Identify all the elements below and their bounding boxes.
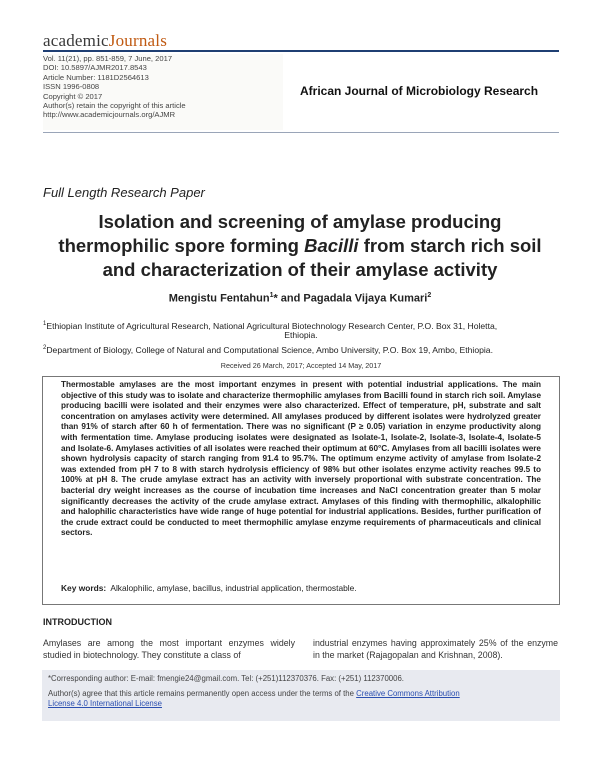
title-line-2-end: from starch rich soil: [358, 235, 542, 256]
footnote-box: [42, 670, 560, 721]
affiliation-1-num: 1: [43, 321, 47, 327]
meta-copyright: Copyright © 2017: [43, 91, 103, 101]
license-note-continued: [48, 699, 554, 709]
meta-article-number: Article Number: 1181D2564613: [43, 72, 149, 82]
affiliation-1-text: Ethiopian Institute of Agricultural Research, National Agricultural Biotechnology Research Center, P.O. Box 31, Holetta,: [46, 320, 498, 331]
section-heading-introduction: INTRODUCTION: [43, 617, 112, 627]
article-meta-block: [43, 54, 283, 130]
logo-text-academic: academic: [43, 31, 109, 50]
affiliation-2: [43, 343, 559, 356]
meta-issn: ISSN 1996-0808: [43, 82, 100, 92]
license-note: [48, 689, 554, 699]
author-separator: and: [277, 292, 304, 305]
author-1-mark: *: [273, 292, 278, 305]
title-line-3: and characterization of their amylase activity: [102, 259, 498, 280]
meta-url[interactable]: http://www.academicjournals.org/AJMR: [43, 110, 176, 120]
keywords: [61, 583, 357, 593]
meta-rights: Author(s) retain the copyright of this article: [43, 101, 186, 111]
license-text: Author(s) agree that this article remains permanently open access under the terms of the: [48, 689, 357, 698]
author-2: Pagadala Vijaya Kumari: [303, 292, 428, 305]
title-line-2: [40, 234, 560, 258]
publisher-logo: [43, 31, 167, 51]
header-divider: [43, 132, 559, 133]
header-rule: [43, 50, 559, 52]
meta-volume: Vol. 11(21), pp. 851-859, 7 June, 2017: [43, 54, 173, 63]
abstract-box: [42, 376, 560, 605]
author-list: [40, 292, 560, 305]
meta-doi: DOI: 10.5897/AJMR2017.8543: [43, 63, 147, 73]
logo-text-journals: Journals: [108, 31, 168, 50]
license-link[interactable]: Creative Commons Attribution: [356, 689, 460, 698]
abstract-text: Thermostable amylases are the most important enzymes in present with potential industrial applications. The main objective of this study was to isolate and characterize thermophilic amylases from Bacilli found in starch rich soil. Amylase producing bacilli were isolated and their enzymes were also characterized. Effect of temperature, pH, substrate and salt concentration on amylases activity were determined. All amylases produced by different isolates were hydrolyzed greater than 91% of starch after 60 h of fermentation. There was no significant (P ≥ 0.05) variation in enzyme productivity along with fermentation time. Amylase producing isolates were designated as Isolate-1, Isolate-2, Isolate-3, Isolate-4, Isolate-5 and Isolate-6. Amylases activities of all isolates were reached their optimum at 60°C. Amylases from all bacilli isolates were shown hydrolysis capacity of starch ranging from 91.4 to 95.7%. The optimum enzyme activity of amylase from Isolate-2 was extended from pH 7 to 8 with starch hydrolysis efficiency of 98% but other isolates enzyme activity reaches 99.5 to 100% at pH 8. The crude amylase extract has an activity with inversely proportional with substrate concentration. The bacterial dry weight increases as the course of incubation time increases and NaCl concentration greater than 5 molar significantly decreases the activity of the crude amylase extract. Amylases of this finding with thermophilic, alkalophilic and halophilic characteristics have wide range of huge potential for industrial applications. Besides, further purification of the crude extract could be conducted to meet thermophilic amylase enzyme requirements of pharmaceuticals and clinical sectors.: [61, 380, 541, 538]
intro-column-left: Amylases are among the most important enzymes widely studied in biotechnology. They constitute a class of: [43, 638, 295, 660]
title-line-2-start: thermophilic spore forming: [58, 235, 305, 256]
paper-type: Full Length Research Paper: [43, 185, 205, 200]
author-1: Mengistu Fentahun: [168, 292, 270, 305]
license-link-continued[interactable]: License 4.0 International License: [48, 699, 162, 708]
paper-title: [40, 210, 560, 282]
title-line-1: Isolation and screening of amylase producing: [98, 211, 502, 232]
intro-column-right: industrial enzymes having approximately 25% of the enzyme in the market (Rajagopalan and Krishnan, 2008).: [313, 638, 558, 660]
corresponding-author: *Corresponding author: E-mail: fmengie24@gmail.com. Tel: (+251)112370376. Fax: (+251) 112370006.: [48, 674, 404, 683]
keywords-label: Key words:: [61, 583, 107, 593]
author-2-affil: 2: [427, 292, 432, 299]
keywords-list: Alkalophilic, amylase, bacillus, industrial application, thermostable.: [110, 583, 357, 593]
title-italic-term: Bacilli: [304, 235, 359, 256]
affiliation-2-text: Department of Biology, College of Natural and Computational Science, Ambo University, P.O. Box 19, Ambo, Ethiopia.: [46, 344, 493, 355]
received-accepted-dates: Received 26 March, 2017; Accepted 14 May, 2017: [220, 361, 382, 370]
affiliation-2-num: 2: [43, 345, 47, 351]
affiliation-1-continued: Ethiopia.: [284, 330, 318, 340]
journal-name: African Journal of Microbiology Research: [300, 84, 539, 98]
author-1-affil: 1: [269, 292, 274, 299]
